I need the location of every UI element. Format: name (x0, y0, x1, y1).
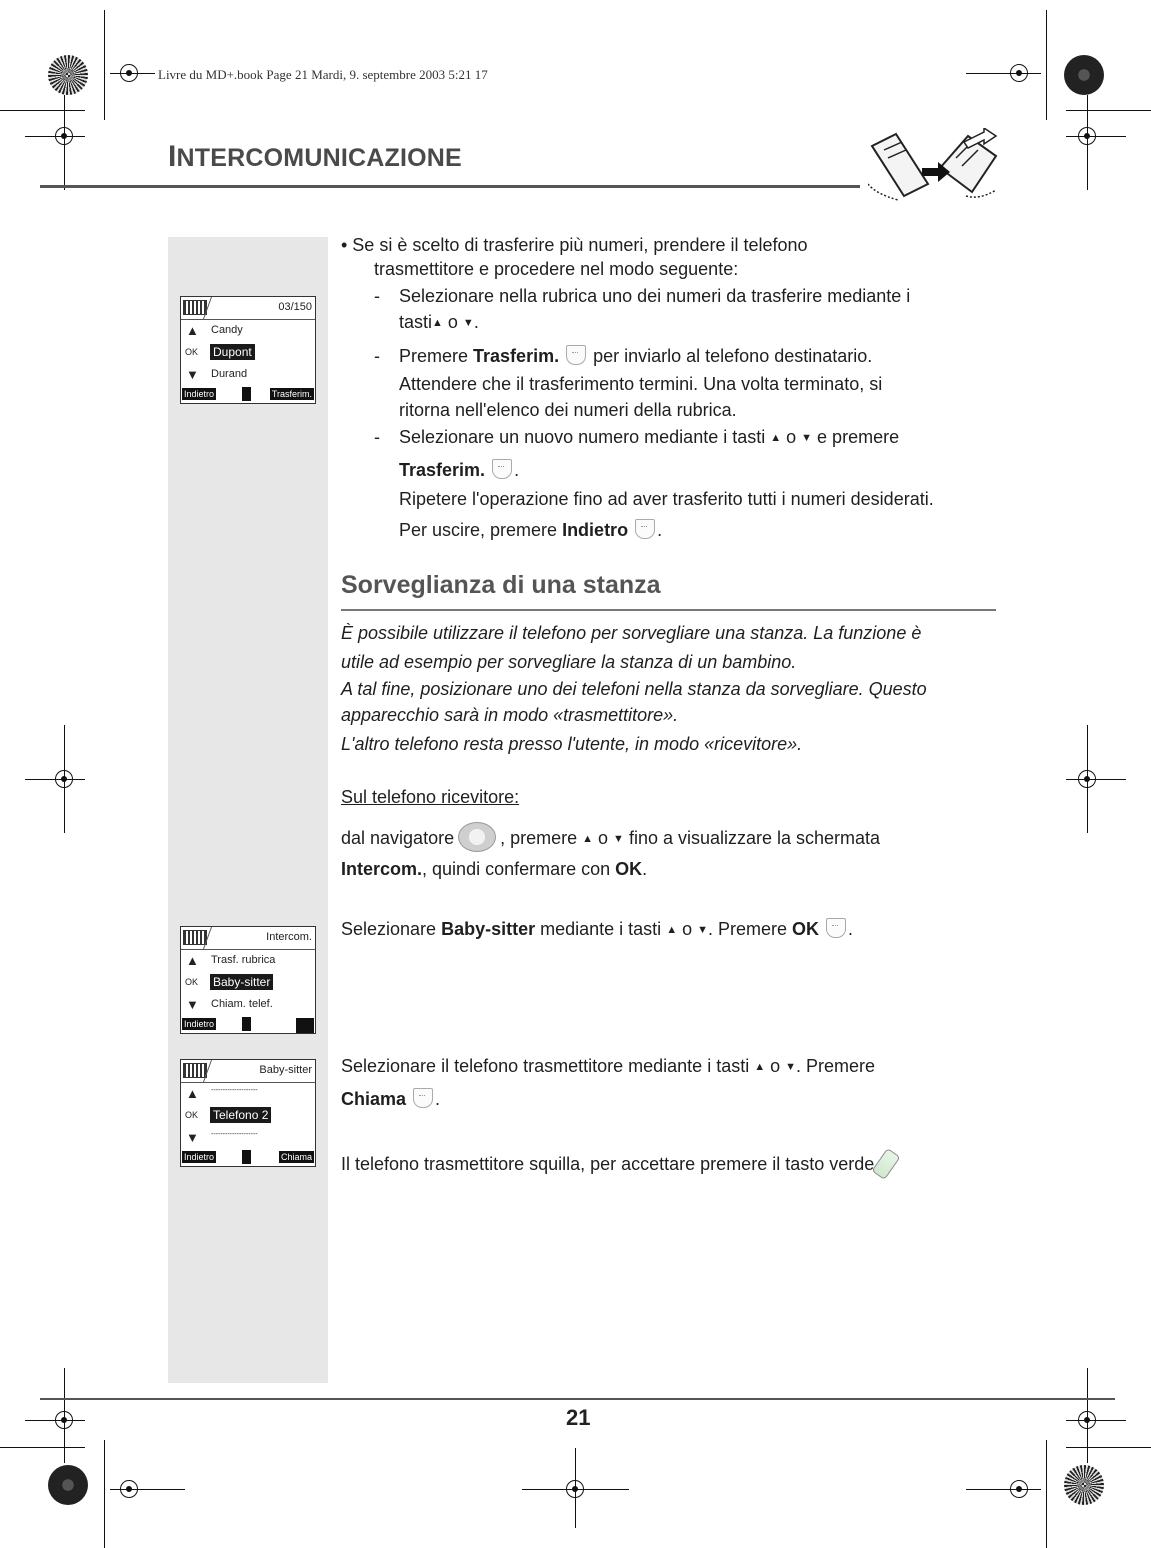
softkey-icon (635, 519, 655, 539)
intro-text: È possibile utilizzare il telefono per sorvegliare una stanza. La funzione è (341, 623, 922, 643)
text-run: o (593, 828, 614, 848)
text-run: tasti (399, 312, 433, 332)
phonebook-icon (183, 300, 207, 315)
print-header: Livre du MD+.book Page 21 Mardi, 9. septembre 2003 5:21 17 (158, 67, 488, 82)
sidebar-panel (168, 237, 328, 1383)
softkey-right (296, 1018, 314, 1033)
ok-label: OK (185, 977, 199, 987)
text-run: o (781, 427, 802, 447)
ok-label: OK (185, 347, 199, 357)
text-run: Per uscire, premere (399, 520, 563, 540)
text-run: Premere (399, 346, 474, 366)
navigator-icon (242, 1150, 251, 1164)
softkey-left: Indietro (184, 1019, 215, 1029)
down-key-icon: ▼ (697, 924, 708, 936)
down-arrow-icon: ▼ (186, 367, 199, 382)
ring-instruction (341, 1150, 894, 1178)
registration-mark (48, 1465, 88, 1505)
ok-label: OK (185, 1110, 199, 1120)
crop-line (575, 1448, 576, 1528)
crop-line (0, 1447, 85, 1448)
softkey-left: Indietro (184, 1152, 215, 1162)
softkey-icon (566, 345, 586, 365)
screen-item: Trasf. rubrica (211, 954, 276, 966)
list-dash: - (374, 427, 380, 447)
down-arrow-icon: ▼ (186, 1130, 199, 1145)
navigator-icon (242, 1017, 251, 1031)
step-text: ritorna nell'elenco dei numeri della rubrica. (399, 400, 737, 420)
bold-term: Trasferim. (473, 346, 560, 366)
chapter-title-cap: I (168, 140, 177, 173)
intercom-icon (183, 1063, 207, 1078)
step-text (399, 343, 1004, 369)
crop-line (110, 1489, 185, 1490)
crop-line (0, 110, 85, 111)
crop-line (64, 725, 65, 833)
crop-line (1066, 1447, 1151, 1448)
softkey-icon (492, 459, 512, 479)
text-run: o (765, 1056, 786, 1076)
down-key-icon: ▼ (613, 833, 624, 845)
text-run: Selezionare (341, 919, 442, 939)
text-run: Selezionare il telefono trasmettitore mediante i tasti (341, 1056, 750, 1076)
section-rule (341, 609, 996, 611)
bold-term: Trasferim. (399, 460, 486, 480)
phone-screen-phonebook (180, 296, 316, 404)
text-run: o (677, 919, 698, 939)
registration-mark (1064, 1465, 1104, 1505)
receiver-heading: Sul telefono ricevitore: (341, 787, 520, 807)
up-arrow-icon: ▲ (186, 953, 199, 968)
step-text: Ripetere l'operazione fino ad aver trasferito tutti i numeri desiderati. (399, 489, 934, 509)
crop-line (1066, 136, 1126, 137)
up-key-icon: ▲ (432, 317, 443, 329)
softkey-left: Indietro (184, 389, 215, 399)
screen-item: Chiam. telef. (211, 998, 273, 1010)
crop-line (110, 73, 155, 74)
crop-line (1046, 1440, 1047, 1548)
up-key-icon: ▲ (770, 432, 782, 444)
softkey-icon (826, 918, 846, 938)
softkey-icon (413, 1088, 433, 1108)
text-run: o (442, 312, 463, 332)
crop-line (25, 779, 85, 780)
crop-line (1066, 110, 1151, 111)
crop-line (1087, 725, 1088, 833)
crop-line (1087, 1368, 1088, 1463)
up-key-icon: ▲ (754, 1061, 766, 1073)
bold-term: Chiama (341, 1089, 407, 1109)
up-key-icon: ▲ (582, 833, 594, 845)
bold-term: Indietro (562, 520, 629, 540)
softkey-right: Trasferim. (271, 389, 312, 399)
footer-rule (40, 1398, 1115, 1400)
text-run: . (435, 1089, 441, 1109)
screen-item: Durand (211, 368, 248, 380)
text-run: . (473, 312, 479, 332)
text-run: . (848, 919, 854, 939)
crop-line (1066, 779, 1126, 780)
phone-screen-intercom (180, 926, 316, 1034)
text-run: fino a visualizzare la schermata (623, 828, 881, 848)
bold-term: OK (615, 859, 643, 879)
screen-title: 03/150 (278, 301, 312, 313)
intercom-icon (183, 930, 207, 945)
up-arrow-icon: ▲ (186, 1086, 199, 1101)
chapter-title-rest: NTERCOMUNICAZIONE (176, 144, 462, 172)
page-number: 21 (566, 1405, 591, 1430)
screen-title: Baby-sitter (259, 1064, 312, 1076)
bullet-line: trasmettitore e procedere nel modo seguente: (374, 259, 739, 279)
screen-selected-item: Dupont (210, 344, 255, 360)
crop-line (966, 1489, 1041, 1490)
crop-line (64, 1368, 65, 1463)
phones-transfer-icon (868, 128, 1003, 203)
list-dash: - (374, 346, 380, 366)
crop-line (1066, 1420, 1126, 1421)
crop-line (104, 10, 105, 120)
text-run: Selezionare un nuovo numero mediante i tasti (399, 427, 766, 447)
text-run: mediante i tasti (535, 919, 662, 939)
softkey-right: Chiama (280, 1152, 312, 1162)
crop-line (1087, 95, 1088, 190)
text-run: , quindi confermare con (422, 859, 616, 879)
intro-text: apparecchio sarà in modo «trasmettitore». (341, 705, 679, 725)
transmitter-instruction (341, 1086, 440, 1112)
crop-line (966, 73, 1041, 74)
chapter-title (168, 140, 462, 174)
chapter-rule (40, 185, 860, 188)
screen-item: -------------------- (211, 1131, 258, 1138)
navigator-icon (242, 387, 251, 401)
bold-term: Intercom. (341, 859, 423, 879)
babysitter-instruction (341, 916, 853, 945)
text-run: , premere (500, 828, 578, 848)
step-text (399, 517, 1004, 543)
intro-text: L'altro telefono resta presso l'utente, in modo «ricevitore». (341, 734, 803, 754)
text-run: . (514, 460, 520, 480)
down-key-icon: ▼ (801, 432, 813, 444)
step-text: Selezionare nella rubrica uno dei numeri da trasferire mediante i (399, 286, 911, 306)
step-text (399, 424, 1004, 453)
crop-line (1046, 10, 1047, 120)
registration-mark (1064, 55, 1104, 95)
intro-text: utile ad esempio per sorvegliare la stanza di un bambino. (341, 652, 797, 672)
crop-line (25, 136, 85, 137)
screen-title: Intercom. (266, 931, 312, 943)
screen-selected-item: Baby-sitter (210, 974, 273, 990)
green-call-key-icon (872, 1148, 901, 1180)
text-run: Il telefono trasmettitore squilla, per accettare premere il tasto verde (341, 1154, 875, 1174)
transmitter-instruction (341, 1053, 996, 1082)
screen-item: Candy (211, 324, 243, 336)
nav-instruction (341, 856, 647, 882)
bold-term: OK (792, 919, 820, 939)
step-text (399, 457, 1004, 483)
navigator-icon (458, 822, 496, 852)
down-key-icon: ▼ (462, 317, 474, 329)
bold-term: Baby-sitter (441, 919, 536, 939)
text-run: e premere (812, 427, 900, 447)
crop-line (64, 95, 65, 190)
list-dash: - (374, 286, 380, 306)
up-arrow-icon: ▲ (186, 323, 199, 338)
crop-line (25, 1420, 85, 1421)
text-run: per inviarlo al telefono destinatario. (588, 346, 873, 366)
bullet-line: • Se si è scelto di trasferire più numeri, prendere il telefono (341, 235, 808, 255)
down-key-icon: ▼ (785, 1061, 797, 1073)
nav-instruction (341, 822, 996, 854)
crop-line (104, 1440, 105, 1548)
down-arrow-icon: ▼ (186, 997, 199, 1012)
section-title: Sorveglianza di una stanza (341, 571, 661, 599)
up-key-icon: ▲ (666, 924, 678, 936)
step-text (399, 309, 1004, 338)
registration-mark (48, 55, 88, 95)
step-text: Attendere che il trasferimento termini. Una volta terminato, si (399, 374, 883, 394)
screen-item: -------------------- (211, 1087, 258, 1094)
text-run: . (657, 520, 663, 540)
text-run: dal navigatore (341, 828, 455, 848)
phone-screen-babysitter (180, 1059, 316, 1167)
text-run: . Premere (707, 919, 793, 939)
screen-selected-item: Telefono 2 (210, 1107, 271, 1123)
text-run: . (642, 859, 648, 879)
text-run: . Premere (796, 1056, 876, 1076)
intro-text: A tal fine, posizionare uno dei telefoni nella stanza da sorvegliare. Questo (341, 679, 927, 699)
